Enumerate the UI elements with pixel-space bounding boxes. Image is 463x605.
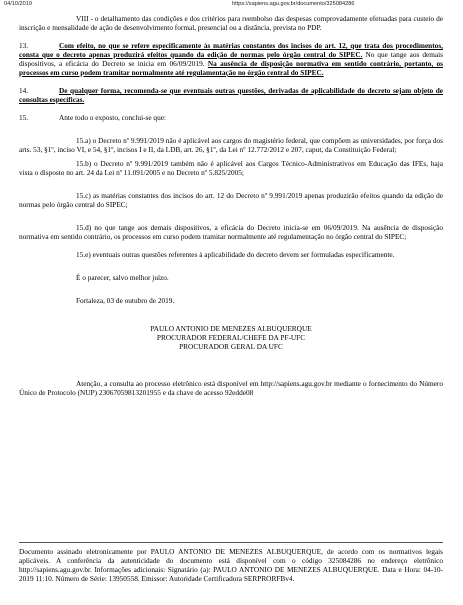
conclusion-15b: 15.b) o Decreto nº 9.991/2019 também não é aplicável aos Cargos Técnico-Administrativos em Educação das IFEs, haja vista o disposto no art. 24 da Lei nº 11.091/2005 e no Decreto nº 5.825/2005; [19,159,443,177]
signature-footer [19,542,443,583]
access-note: Atenção, a consulta ao processo eletrônico está disponível em http://sapiens.agu.gov.br mediante o fornecimento do Número Único de Protocolo (NUP) 23067059813201955 e da chave de acesso 92edde08 [19,379,443,397]
signer-name: PAULO ANTONIO DE MENEZES ALBUQUERQUE [150,324,312,333]
paragraph-number: 13. [19,41,29,50]
print-header [0,1,463,10]
paragraph-number: 14. [19,86,29,95]
p13-emphasis-2: Na ausência de disposição normativa em sentido contrário, portanto, os processos em curso podem tramitar normalmente até regulamentação no órgão central do SIPEC. [19,59,443,77]
p15-intro: Ante todo o exposto, conclui-se que: [59,113,166,122]
p14-text: De qualquer forma, recomenda-se que eventuais outras questões, derivadas de aplicabilidade do decreto sejam objeto de consultas específicas. [19,86,443,104]
paragraph-number: 15. [19,113,29,122]
signer-title-2: PROCURADOR GERAL DA UFC [179,342,283,351]
document-body [19,14,443,397]
print-url: https://sapiens.agu.gov.br/documento/325084286 [232,1,355,7]
place-date: Fortaleza, 03 de outubro de 2019. [76,296,175,305]
p13-emphasis-1: Com efeito, no que se refere especificamente às matérias constantes dos incisos do art. 12, que trata dos procedimentos, consta que o decreto apenas produzirá efeitos quando da edição de normas pelo órgão central do SIPEC. [19,41,443,59]
item-viii: VIII - o detalhamento das condições e dos critérios para reembolso das despesas comprovadamente efetuadas para custeio de inscrição e mensalidade de ação de desenvolvimento formal, presencial ou a distância, prevista no PDP. [19,14,443,32]
conclusion-15d: 15.d) no que tange aos demais dispositivos, a eficácia do Decreto inicia-se em 06/09/2019. Na ausência de disposição normativa em sentido contrário, os processos em curso podem tramitar normalmente até regulamentação no órgão central do SIPEC; [19,223,443,241]
signer-title-1: PROCURADOR FEDERAL/CHEFE DA PF-UFC [156,333,306,342]
p13-text: No que tange aos demais dispositivos, a eficácia do Decreto se inicia em 06/09/2019. [19,50,443,68]
paragraph-13 [19,41,443,77]
paragraph-15 [19,113,443,122]
conclusion-15c: 15.c) as matérias constantes dos incisos do art. 12 do Decreto nº 9.991/2019 apenas produzirão efeitos quando da edição de normas pelo órgão central do SIPEC; [19,191,443,209]
conclusion-15a: 15.a) o Decreto nº 9.991/2019 não é aplicável aos cargos do magistério federal, que compõem as universidades, por força dos arts. 53, §1º, inciso VI, e 54, §1º, incisos I e II, da LDB, art. 26, §1º, da Lei nº 12.772/2012 e 207, caput, da Constituição Federal; [19,136,443,154]
print-date: 04/10/2019 [4,1,32,7]
closing-statement: É o parecer, salvo melhor juízo. [76,273,169,282]
paragraph-14 [19,86,443,104]
conclusion-15e: 15.e) eventuais outras questões referentes à aplicabilidade do decreto devem ser formuladas especificamente. [76,250,395,259]
electronic-signature-note: Documento assinado eletronicamente por PAULO ANTONIO DE MENEZES ALBUQUERQUE, de acordo com os normativos legais aplicáveis. A conferência da autenticidade do documento está disponível com o código 325084286 no endereço eletrônico http://sapiens.agu.gov.br. Informações adicionais: Signatário (a): PAULO ANTONIO DE MENEZES ALBUQUERQUE. Data e Hora: 04-10-2019 11:10. Número de Série: 13950558. Emissor: Autoridade Certificadora SERPRORFBv4. [19,547,443,583]
